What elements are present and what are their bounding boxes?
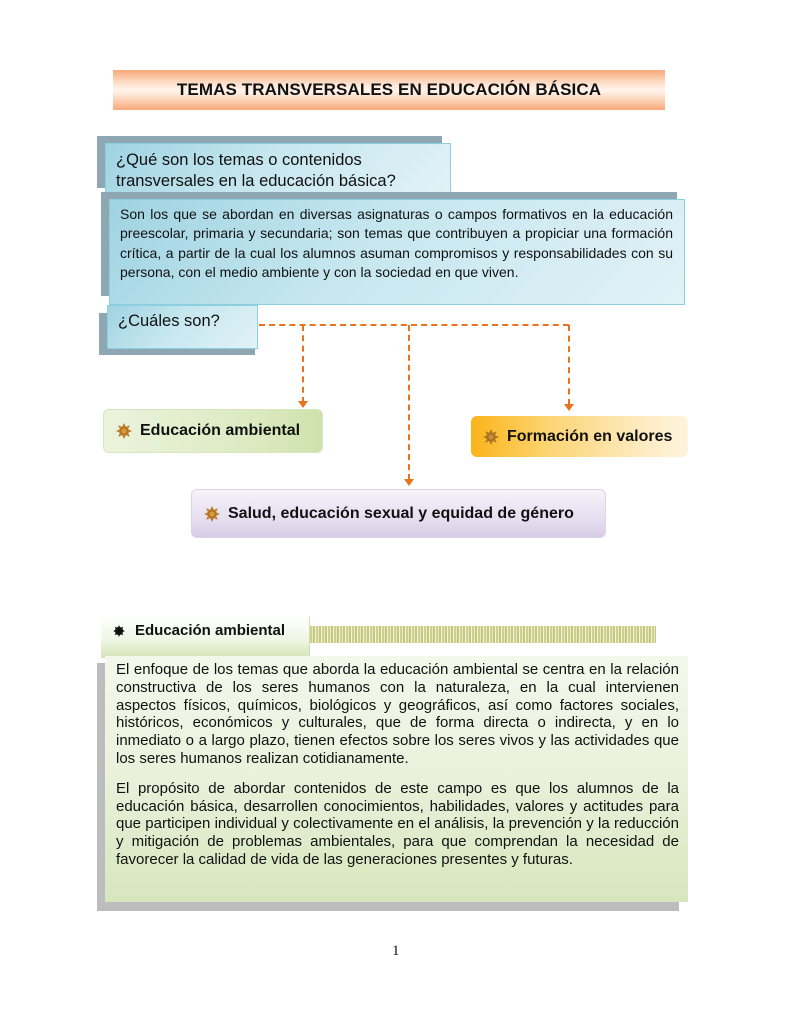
section-heading: Educación ambiental xyxy=(135,622,286,639)
question-which-text: ¿Cuáles son? xyxy=(118,312,220,330)
topic-label: Salud, educación sexual y equidad de género xyxy=(228,504,574,522)
connector-horizontal xyxy=(259,324,569,326)
connector-to-salud xyxy=(408,325,410,480)
section-heading-tab xyxy=(101,616,310,658)
gear-icon xyxy=(116,423,132,439)
gear-icon xyxy=(483,429,499,445)
topic-label: Educación ambiental xyxy=(140,422,301,439)
definition-box xyxy=(109,199,685,305)
arrow-down-icon xyxy=(564,404,574,411)
connector-to-valores xyxy=(568,325,570,405)
section-paragraph: El enfoque de los temas que aborda la educación ambiental se centra en la relación constructiva de los seres humanos con la naturaleza, en la cual intervienen aspectos físicos, químicos, biológicos y geográficos, así como factores sociales, históricos, económicos y culturales, que de forma directa o indirecta, y en lo inmediato o a largo plazo, tienen efectos sobre los seres vivos y las actividades que los seres humanos realizan cotidianamente. xyxy=(116,661,679,767)
title-banner xyxy=(113,70,665,110)
page-number: 1 xyxy=(392,943,400,959)
definition-text: Son los que se abordan en diversas asignaturas o campos formativos en la educación preescolar, primaria y secundaria; son temas que contribuyen a propiciar una formación crítica, a partir de la cual los alumnos asuman compromisos y responsabilidades con su persona, con el medio ambiente y con la sociedad en que viven. xyxy=(120,206,673,281)
decorative-stripe xyxy=(310,626,656,643)
topic-card-formacion-valores xyxy=(471,416,688,457)
page-title: TEMAS TRANSVERSALES EN EDUCACIÓN BÁSICA xyxy=(176,80,602,99)
arrow-down-icon xyxy=(298,401,308,408)
gear-bullet-icon xyxy=(113,625,125,637)
topic-card-educacion-ambiental xyxy=(103,409,323,453)
arrow-down-icon xyxy=(404,479,414,486)
topic-card-salud-equidad xyxy=(191,489,606,538)
gear-icon xyxy=(204,506,220,522)
question-box-which xyxy=(107,305,258,349)
topic-label: Formación en valores xyxy=(507,427,673,445)
section-paragraph: El propósito de abordar contenidos de este campo es que los alumnos de la educación básica, desarrollen conocimientos, habilidades, valores y actitudes para que participen individual y colectivamente en el análisis, la prevención y la reducción y mitigación de problemas ambientales, para que comprendan la necesidad de favorecer la calidad de vida de las generaciones presentes y futuras. xyxy=(116,779,679,868)
question-what-text: ¿Qué son los temas o contenidos transversales en la educación básica? xyxy=(116,151,396,190)
connector-to-ambiental xyxy=(302,325,304,403)
section-body xyxy=(105,656,688,902)
question-box-what xyxy=(105,143,451,195)
